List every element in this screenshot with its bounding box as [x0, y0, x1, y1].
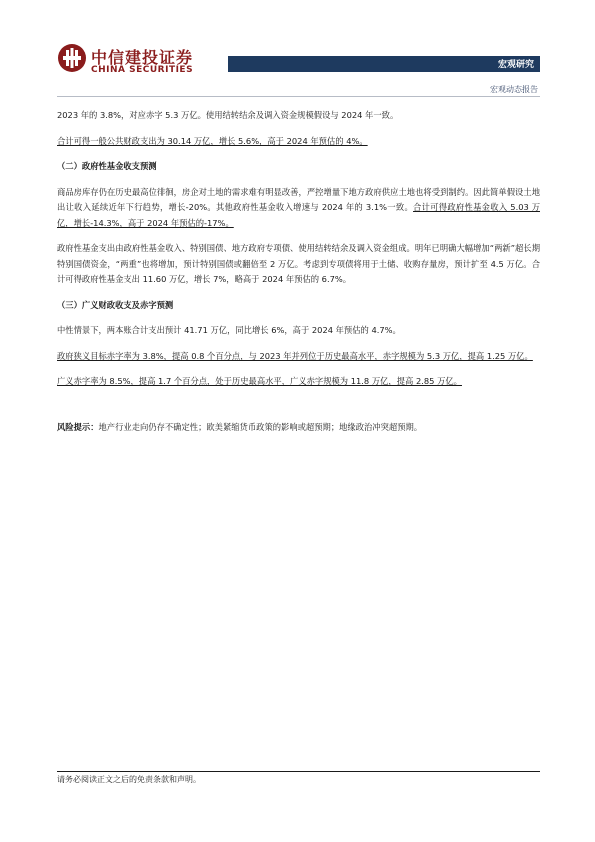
company-logo: [57, 43, 227, 79]
underlined-conclusion: 政府狭义目标赤字率为 3.8%，提高 0.8 个百分点，与 2023 年并列位于历史最高水平，赤字规模为 5.3 万亿，提高 1.25 万亿。: [57, 350, 533, 361]
underlined-conclusion: 合计可得政府性基金收入 5.03 万亿，增长-14.3%，高于 2024 年预估的-17%。: [57, 202, 540, 228]
report-body: [57, 108, 540, 435]
paragraph-broad-deficit: [57, 374, 540, 390]
citic-emblem-icon: [57, 43, 87, 73]
logo-english-name: CHINA SECURITIES: [91, 65, 194, 75]
paragraph-fund-expenditure: 政府性基金支出由政府性基金收入、特别国债、地方政府专项债、使用结转结余及调入资金组成。明年已明确大幅增加“两新”超长期特别国债资金，“两重”也将增加，预计特别国债或翻倍至 2 万亿。考虑到专项债将用于土储、收购存量房，预计扩至 4.5 万亿。合计可得政府性基金支出 11.60 万亿，增长 7%，略高于 2024 年预估的 6.7%。: [57, 243, 540, 284]
risk-label: 风险提示：: [57, 421, 99, 432]
page-header: [0, 0, 595, 100]
section-heading-broad-fiscal: （三）广义财政收支及赤字预测: [57, 299, 174, 310]
section-banner: [228, 56, 540, 72]
risk-text: 地产行业走向仍存不确定性；欧美紧缩货币政策的影响或超预期；地缘政治冲突超预期。: [98, 421, 423, 432]
paragraph-land-revenue: [57, 185, 540, 232]
land-revenue-text: 商品房库存仍在历史最高位徘徊，房企对土地的需求难有明显改善，严控增量下地方政府供应土地也将受到制约。因此简单假设土地出让收入延续近年下行趋势，增长-20%。其他政府性基金收入增速与 2024 年的 3.1%一致。: [57, 186, 540, 212]
footer-divider: [57, 771, 540, 772]
banner-label: 宏观研究: [497, 60, 534, 70]
header-divider: [57, 96, 540, 97]
report-type-label: 宏观动态报告: [490, 85, 538, 94]
footer-disclaimer: 请务必阅读正文之后的免责条款和声明。: [57, 775, 201, 784]
paragraph-deficit-2023: 2023 年的 3.8%，对应赤字 5.3 万亿。使用结转结余及调入资金规模假设与 2024 年一致。: [57, 110, 399, 120]
paragraph-narrow-deficit: [57, 349, 540, 365]
logo-chinese-name: 中信建投证券: [91, 48, 194, 67]
paragraph-combined-spending: 中性情景下，两本账合计支出预计 41.71 万亿，同比增长 6%，高于 2024 年预估的 4.7%。: [57, 325, 401, 335]
section-heading-fund-budget: （二）政府性基金收支预测: [57, 161, 157, 171]
paragraph-public-spending-total: [57, 134, 540, 150]
risk-warning: [57, 420, 540, 436]
underlined-conclusion: 广义赤字率为 8.5%，提高 1.7 个百分点，处于历史最高水平，广义赤字规模为 11.8 万亿，提高 2.85 万亿。: [57, 376, 462, 386]
underlined-conclusion: 合计可得一般公共财政支出为 30.14 万亿，增长 5.6%，高于 2024 年预估的 4%。: [57, 135, 368, 146]
